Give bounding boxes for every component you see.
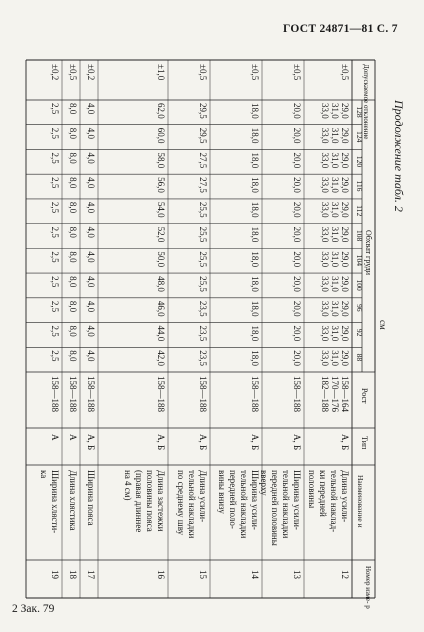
cell-15-124-0: 29,5 <box>198 127 208 144</box>
row-tip-17: А, Б <box>86 434 96 451</box>
header-dop: Допускаемое отклонение <box>362 64 370 140</box>
cell-13-96-0: 20,0 <box>292 300 302 317</box>
row-name-18-0: Длина хлястика <box>68 470 78 531</box>
cell-17-88-0: 4,0 <box>86 350 96 362</box>
cell-14-116-0: 18,0 <box>250 177 260 193</box>
size-header-116: 116 <box>355 180 364 192</box>
row-name-19-0: Ширина хлясти- <box>50 470 60 534</box>
cell-13-104-0: 20,0 <box>292 251 302 268</box>
cell-14-120-0: 18,0 <box>250 152 260 169</box>
row-name-12-0: Длина усили- <box>340 470 350 523</box>
row-dop-16: ±1,0 <box>156 64 166 81</box>
cell-12-92-0: 29,0 <box>340 325 350 342</box>
row-name-13-1: тельной накладки <box>281 470 291 539</box>
cell-12-124-0: 29,0 <box>340 127 350 144</box>
cell-12-128-2: 33,0 <box>320 103 330 119</box>
cell-18-88-0: 8,0 <box>68 350 78 362</box>
cell-12-120-0: 29,0 <box>340 152 350 169</box>
row-name-16-2: (правая длиннее <box>134 470 144 533</box>
cell-15-92-0: 23,5 <box>198 325 208 342</box>
row-dop-18: ±0,5 <box>68 64 78 81</box>
cell-17-92-0: 4,0 <box>86 325 96 337</box>
cell-16-96-0: 46,0 <box>156 300 166 317</box>
cell-18-108-0: 8,0 <box>68 226 78 238</box>
cell-12-96-1: 31,0 <box>330 300 340 317</box>
cell-14-108-0: 18,0 <box>250 226 260 243</box>
cell-14-88-0: 18,0 <box>250 350 260 367</box>
header-rost: Рост <box>360 388 369 404</box>
row-name-12-3: половины <box>307 470 317 509</box>
cell-14-92-0: 18,0 <box>250 325 260 342</box>
size-header-100: 100 <box>355 279 364 291</box>
cell-18-128-0: 8,0 <box>68 103 78 115</box>
table-continuation-title: Продолжение табл. 2 <box>392 100 406 212</box>
cell-12-128-0: 29,0 <box>340 103 350 119</box>
row-dop-13: ±0,5 <box>292 64 302 81</box>
cell-15-100-0: 25,5 <box>198 276 208 292</box>
cell-14-96-0: 18,0 <box>250 300 260 317</box>
row-number-17: 17 <box>86 570 96 579</box>
cell-12-112-2: 33,0 <box>320 201 330 218</box>
row-rost-16-0: 158—188 <box>156 376 166 412</box>
cell-12-92-2: 33,0 <box>320 325 330 342</box>
size-header-96: 96 <box>355 304 364 312</box>
cell-12-112-1: 31,0 <box>330 201 340 218</box>
cell-15-96-0: 23,5 <box>198 300 208 317</box>
row-rost-13-0: 158—188 <box>292 376 302 412</box>
cell-18-116-0: 8,0 <box>68 177 78 189</box>
cell-17-96-0: 4,0 <box>86 300 96 313</box>
cell-12-88-0: 29,0 <box>340 350 350 367</box>
row-dop-15: ±0,5 <box>198 64 208 81</box>
header-nomer: Номер изме- р <box>364 566 372 609</box>
header-naim: Наименование и <box>356 475 365 528</box>
row-name-14-0: Ширина усили- <box>250 470 260 530</box>
cell-12-116-0: 29,0 <box>340 177 350 193</box>
row-name-15-0: Длина усили- <box>198 470 208 523</box>
row-tip-16: А, Б <box>156 434 166 451</box>
row-name-16-1: половины пояса <box>145 470 155 532</box>
cell-12-104-2: 33,0 <box>320 251 330 268</box>
cell-17-124-0: 4,0 <box>86 127 96 139</box>
cell-12-128-1: 31,0 <box>330 103 340 119</box>
row-tip-14: А, Б <box>250 434 260 451</box>
cell-13-124-0: 20,0 <box>292 127 302 144</box>
row-rost-14-0: 158—188 <box>250 376 260 412</box>
page-footer: 2 Зак. 79 <box>12 603 55 615</box>
cell-19-96-0: 2,5 <box>50 300 60 313</box>
cell-13-108-0: 20,0 <box>292 226 302 243</box>
cell-12-108-0: 29,0 <box>340 226 350 243</box>
unit-label: см <box>378 320 388 330</box>
size-header-108: 108 <box>355 230 364 242</box>
row-number-12: 12 <box>340 570 350 579</box>
row-number-14: 14 <box>250 570 260 579</box>
row-dop-17: ±0,2 <box>86 64 96 81</box>
row-rost-19-0: 158—188 <box>50 376 60 412</box>
cell-12-88-2: 33,0 <box>320 350 330 367</box>
row-name-15-1: тельной накладки <box>187 470 197 539</box>
row-rost-18-0: 158—188 <box>68 376 78 412</box>
cell-12-96-2: 33,0 <box>320 300 330 317</box>
cell-19-128-0: 2,5 <box>50 103 60 115</box>
cell-15-108-0: 25,5 <box>198 226 208 243</box>
header-obhvat: Обхват груди <box>364 230 373 276</box>
cell-16-112-0: 54,0 <box>156 201 166 218</box>
row-tip-13: А, Б <box>292 434 302 451</box>
cell-16-88-0: 42,0 <box>156 350 166 367</box>
cell-12-120-1: 31,0 <box>330 152 340 169</box>
cell-12-104-0: 29,0 <box>340 251 350 268</box>
cell-18-96-0: 8,0 <box>68 300 78 313</box>
size-header-124: 124 <box>355 131 364 143</box>
row-rost-12-1: 170—176 <box>330 376 340 412</box>
cell-17-112-0: 4,0 <box>86 201 96 214</box>
cell-13-112-0: 20,0 <box>292 201 302 218</box>
cell-17-100-0: 4,0 <box>86 276 96 288</box>
cell-12-112-0: 29,0 <box>340 201 350 218</box>
cell-16-120-0: 58,0 <box>156 152 166 169</box>
row-number-18: 18 <box>68 570 78 579</box>
cell-19-88-0: 2,5 <box>50 350 60 362</box>
cell-12-104-1: 31,0 <box>330 251 340 268</box>
cell-13-92-0: 20,0 <box>292 325 302 342</box>
cell-12-120-2: 33,0 <box>320 152 330 169</box>
cell-19-108-0: 2,5 <box>50 226 60 238</box>
cell-18-124-0: 8,0 <box>68 127 78 139</box>
cell-16-108-0: 52,0 <box>156 226 166 243</box>
cell-15-116-0: 27,5 <box>198 177 208 193</box>
row-tip-18: А <box>68 434 78 441</box>
size-header-104: 104 <box>355 254 364 266</box>
cell-12-96-0: 29,0 <box>340 300 350 317</box>
row-name-14-3: вины внизу <box>217 470 227 514</box>
cell-18-104-0: 8,0 <box>68 251 78 263</box>
row-number-13: 13 <box>292 570 302 579</box>
cell-12-100-1: 31,0 <box>330 276 340 292</box>
row-dop-14: ±0,5 <box>250 64 260 81</box>
cell-12-100-0: 29,0 <box>340 276 350 292</box>
cell-15-104-0: 25,5 <box>198 251 208 268</box>
row-name-14-1: тельной накладки <box>239 470 249 539</box>
row-number-19: 19 <box>50 570 60 579</box>
cell-19-116-0: 2,5 <box>50 177 60 189</box>
header-tip: Тип <box>360 436 369 450</box>
cell-17-116-0: 4,0 <box>86 177 96 189</box>
row-tip-15: А, Б <box>198 434 208 451</box>
cell-19-120-0: 2,5 <box>50 152 60 164</box>
size-header-128: 128 <box>355 106 364 118</box>
cell-19-124-0: 2,5 <box>50 127 60 139</box>
cell-18-100-0: 8,0 <box>68 276 78 288</box>
row-rost-12-2: 182—188 <box>320 376 330 412</box>
row-name-13-2: передней половины <box>270 470 280 546</box>
size-header-120: 120 <box>355 155 364 168</box>
size-header-92: 92 <box>355 328 364 337</box>
cell-12-100-2: 33,0 <box>320 276 330 292</box>
row-dop-12: ±0,5 <box>340 64 350 81</box>
cell-13-120-0: 20,0 <box>292 152 302 169</box>
cell-17-128-0: 4,0 <box>86 103 96 115</box>
row-tip-12: А, Б <box>340 434 350 451</box>
row-name-14-2: передней поло- <box>228 470 238 529</box>
row-name-15-2: по среднему шву <box>176 470 186 536</box>
cell-12-116-2: 33,0 <box>320 177 330 193</box>
row-dop-19: ±0,2 <box>50 64 60 81</box>
cell-16-116-0: 56,0 <box>156 177 166 193</box>
row-name-12-1: тельной наклад- <box>329 470 339 533</box>
row-name-19-1: ка <box>39 470 49 479</box>
cell-14-128-0: 18,0 <box>250 103 260 119</box>
cell-15-112-0: 25,5 <box>198 201 208 218</box>
cell-15-88-0: 23,5 <box>198 350 208 367</box>
cell-14-104-0: 18,0 <box>250 251 260 268</box>
cell-13-88-0: 20,0 <box>292 350 302 367</box>
cell-19-100-0: 2,5 <box>50 276 60 288</box>
cell-18-112-0: 8,0 <box>68 201 78 214</box>
cell-13-116-0: 20,0 <box>292 177 302 193</box>
cell-16-92-0: 44,0 <box>156 325 166 342</box>
cell-12-116-1: 31,0 <box>330 177 340 193</box>
cell-17-104-0: 4,0 <box>86 251 96 263</box>
cell-12-124-2: 33,0 <box>320 127 330 144</box>
cell-19-104-0: 2,5 <box>50 251 60 263</box>
cell-18-120-0: 8,0 <box>68 152 78 164</box>
row-name-13-3: вверху <box>259 470 269 496</box>
row-rost-12-0: 158—164 <box>340 376 350 412</box>
cell-13-100-0: 20,0 <box>292 276 302 292</box>
cell-18-92-0: 8,0 <box>68 325 78 337</box>
cell-16-124-0: 60,0 <box>156 127 166 144</box>
size-header-112: 112 <box>355 205 364 217</box>
row-rost-15-0: 158—188 <box>198 376 208 412</box>
cell-17-120-0: 4,0 <box>86 152 96 164</box>
cell-15-128-0: 29,5 <box>198 103 208 119</box>
cell-14-124-0: 18,0 <box>250 127 260 144</box>
cell-16-128-0: 62,0 <box>156 103 166 119</box>
cell-15-120-0: 27,5 <box>198 152 208 169</box>
row-name-16-3: на 4 см) <box>123 470 133 501</box>
cell-12-92-1: 31,0 <box>330 325 340 342</box>
cell-14-112-0: 18,0 <box>250 201 260 218</box>
cell-19-112-0: 2,5 <box>50 201 60 214</box>
cell-19-92-0: 2,5 <box>50 325 60 337</box>
cell-13-128-0: 20,0 <box>292 103 302 119</box>
row-number-16: 16 <box>156 570 166 579</box>
row-name-12-2: ки передней <box>318 470 328 517</box>
row-number-15: 15 <box>198 570 208 579</box>
row-name-16-0: Длина застежки <box>156 470 166 532</box>
row-tip-19: А <box>50 434 60 441</box>
row-rost-17-0: 158—188 <box>86 376 96 412</box>
cell-12-108-2: 33,0 <box>320 226 330 243</box>
row-name-13-0: Ширина усили- <box>292 470 302 530</box>
cell-12-124-1: 31,0 <box>330 127 340 144</box>
cell-12-88-1: 31,0 <box>330 350 340 367</box>
cell-12-108-1: 31,0 <box>330 226 340 243</box>
size-header-88: 88 <box>355 353 364 362</box>
cell-17-108-0: 4,0 <box>86 226 96 238</box>
row-name-17-0: Ширина пояса <box>86 470 96 526</box>
cell-14-100-0: 18,0 <box>250 276 260 292</box>
cell-16-104-0: 50,0 <box>156 251 166 268</box>
page-header: ГОСТ 24871—81 С. 7 <box>283 23 398 35</box>
cell-16-100-0: 48,0 <box>156 276 166 292</box>
